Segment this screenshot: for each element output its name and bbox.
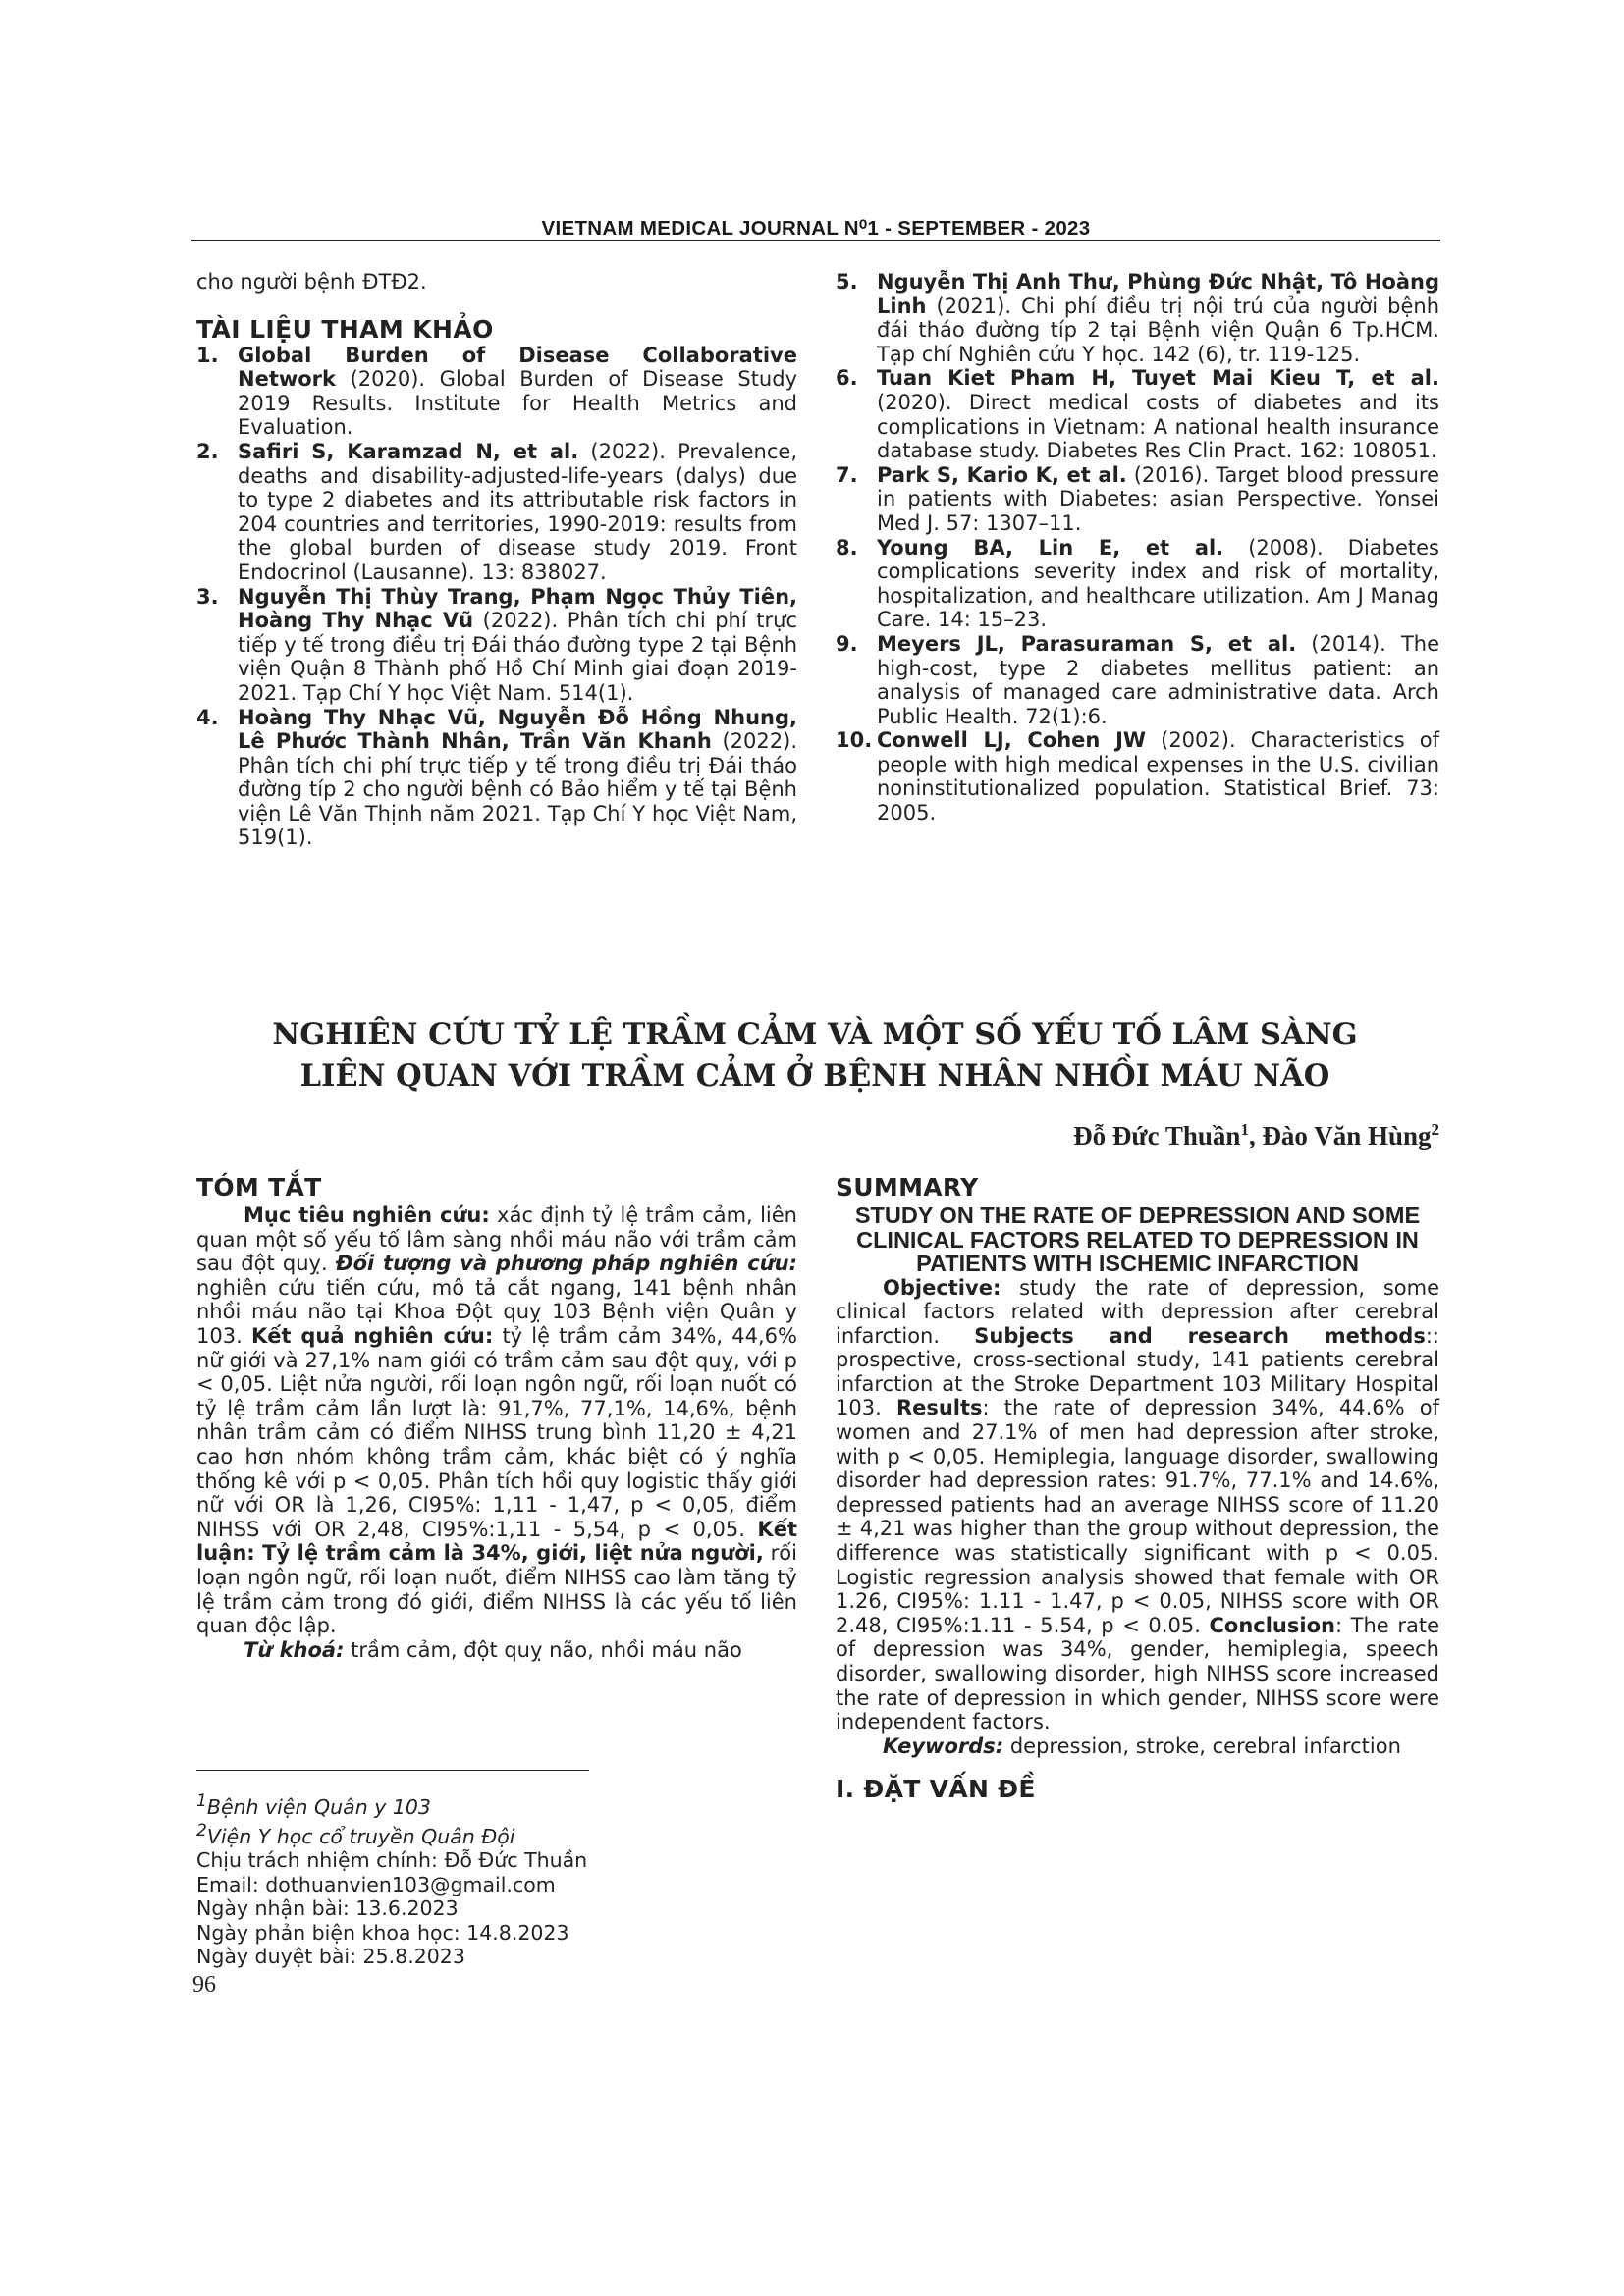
reference-text: (2002). Characteristics of people with high medical expenses in the U.S. civilian noninstitutionalized population. Statistical Brief. 73: 2005. [877,728,1439,826]
reference-item [196,344,797,440]
reference-number: 7. [836,462,858,487]
reference-number: 4. [196,705,219,729]
reference-number: 10. [836,728,873,753]
abstract-text: tỷ lệ trầm cảm 34%, 44,6% nữ giới và 27,1% nam giới có trầm cảm sau đột quỵ, với p < 0,05. Liệt nửa người, rối loạn ngôn ngữ, rối loạn nuốt có tỷ lệ trầm cảm lần lượt là: 91,7%, 77,1%, 14,6%, bệnh nhân trầm cảm có điểm NIHSS trung bình 11,20 ± 4,21 cao hơn nhóm không trầm cảm, khác biệt có ý nghĩa thống kê với p < 0,05. Phân tích hồi quy logistic thấy giới nữ với OR là 1,26, CI95%: 1,11 - 1,47, p < 0,05, điểm NIHSS với OR 2,48, CI95%:1,11 - 5,54, p < 0,05. [196,1323,797,1541]
reference-item [836,536,1439,632]
reference-text: (2022). Phân tích chi phí trực tiếp y tế trong điều trị Đái tháo đường type 2 tại Bệnh viện Quận 8 Thành phố Hồ Chí Minh giai đoạn 2019-2021. Tạp Chí Y học Việt Nam. 514(1). [238,609,797,705]
reference-text: (2020). Direct medical costs of diabetes and its complications in Vietnam: A national health insurance database study. Diabetes Res Clin Pract. 162: 108051. [877,390,1439,463]
reference-text: (2008). Diabetes complications severity index and risk of mortality, hospitalization, and healthcare utilization. Am J Manag Care. 14: 15–23. [877,535,1439,632]
reference-number: 8. [836,535,858,560]
keywords-text: trầm cảm, đột quỵ não, nhồi máu não [344,1637,742,1662]
reference-item [836,728,1439,825]
summary-keywords-line [836,1735,1439,1759]
footnote-rule [196,1770,589,1771]
reference-list-right [836,270,1439,826]
author-affiliation-mark: 1 [1240,1120,1249,1139]
section-heading-introduction: I. ĐẶT VẤN ĐỀ [836,1775,1036,1804]
summary-title: STUDY ON THE RATE OF DEPRESSION AND SOME CLINICAL FACTORS RELATED TO DEPRESSION IN PATIENTS WITH ISCHEMIC INFARCTION [854,1202,1421,1276]
reference-authors: Nguyễn Thị Anh Thư, Phùng Đức Nhật, Tô Hoàng Linh [877,270,1439,318]
summary-body [836,1276,1439,1735]
references-heading: TÀI LIỆU THAM KHẢO [196,314,494,344]
affiliation-text: Bệnh viện Quân y 103 [206,1794,431,1819]
article-title [196,1014,1434,1096]
responsible-author: Chịu trách nhiệm chính: Đỗ Đức Thuần [196,1848,588,1873]
summary-label: Objective: [883,1275,1001,1300]
reference-number: 2. [196,439,219,463]
summary-label: Conclusion [1209,1613,1335,1637]
reference-text: (2022). Phân tích chi phí trực tiếp y tế trong điều trị Đái tháo đường típ 2 cho người bệnh có Bảo hiểm y tế tại Bệnh viện Lê Văn Thịnh năm 2021. Tạp Chí Y học Việt Nam, 519(1). [238,729,797,850]
date-received: Ngày nhận bài: 13.6.2023 [196,1896,459,1921]
abstract-label: Mục tiêu nghiên cứu: [244,1203,490,1227]
reference-authors: Global Burden of Disease Collaborative Network [238,343,797,392]
reference-text: (2014). The high-cost, type 2 diabetes mellitus patient: an analysis of managed care administrative data. Arch Public Health. 72(1):6. [877,631,1439,728]
left-references-column [196,270,797,850]
author-affiliation-mark: 2 [1431,1120,1439,1139]
reference-item [196,585,797,706]
reference-item [836,463,1439,536]
footnotes [196,1789,746,1969]
abstract-text: rối loạn ngôn ngữ, rối loạn nuốt, điểm NIHSS cao làm tăng tỷ lệ trầm cảm trong đó giới, điểm NIHSS là các yếu tố liên quan độc lập. [196,1541,797,1638]
abstract-text: nghiên cứu tiến cứu, mô tả cắt ngang, 141 bệnh nhân nhồi máu não tại Khoa Đột quỵ 103 Bệnh viện Quân y 103. [196,1275,797,1348]
date-reviewed: Ngày phản biện khoa học: 14.8.2023 [196,1920,569,1945]
abstract-label: Đối tượng và phương pháp nghiên cứu: [335,1252,797,1276]
summary-text: : the rate of depression 34%, 44.6% of women and 27.1% of men had depression after stroke, with p < 0,05. Hemiplegia, language disorder, swallowing disorder had depression rates: 91.7%, 77.1% and 14.6%, depressed patients had an average NIHSS score of 11.20 ± 4,21 was higher than the group without depression, the difference was statistically significant with p < 0.05. Logistic regression analysis showed that female with OR 1.26, CI95%: 1.11 - 1.47, p < 0.05, NIHSS score with OR 2.48, CI95%:1.11 - 5.54, p < 0.05. [836,1396,1439,1637]
summary-text: : The rate of depression was 34%, gender, hemiplegia, speech disorder, swallowing disorder, high NIHSS score increased the rate of depression in which gender, NIHSS score were independent factors. [836,1613,1439,1735]
article-title-line: NGHIÊN CỨU TỶ LỆ TRẦM CẢM VÀ MỘT SỐ YẾU TỐ LÂM SÀNG [272,1017,1358,1052]
keywords-text: depression, stroke, cerebral infarction [1003,1734,1401,1758]
reference-authors: Tuan Kiet Pham H, Tuyet Mai Kieu T, et al. [877,366,1439,391]
article-authors [1073,1120,1439,1151]
reference-text: (2016). Target blood pressure in patients with Diabetes: asian Perspective. Yonsei Med J. 57: 1307–11. [877,462,1439,535]
abstract-text: xác định tỷ lệ trầm cảm, liên quan một số yếu tố lâm sàng nhồi máu não với trầm cảm sau đột quỵ. [196,1203,797,1276]
date-accepted: Ngày duyệt bài: 25.8.2023 [196,1945,465,1969]
reference-text: (2021). Chi phí điều trị nội trú của người bệnh đái tháo đường típ 2 tại Bệnh viện Quận 6 Tp.HCM. Tạp chí Nghiên cứu Y học. 142 (6), tr. 119-125. [877,294,1439,366]
reference-number: 6. [836,366,858,391]
reference-number: 5. [836,270,858,294]
affiliation-1: $^1$Bệnh viện Quân y 103 [196,1791,431,1819]
summary-text: :: prospective, cross-sectional study, 141 patients cerebral infarction at the Stroke Department 103 Military Hospital 103. [836,1323,1439,1420]
right-references-column [836,270,1439,826]
reference-authors: Park S, Kario K, et al. [877,462,1127,487]
reference-authors: Nguyễn Thị Thùy Trang, Phạm Ngọc Thủy Tiên, Hoàng Thy Nhạc Vũ [238,584,797,633]
article-title-line: LIÊN QUAN VỚI TRẦM CẢM Ở BỆNH NHÂN NHỒI MÁU NÃO [299,1058,1330,1094]
summary-label: Results [895,1396,983,1420]
reference-item [836,632,1439,728]
keywords-label: Keywords: [883,1734,1004,1758]
summary-label: Subjects and research methods [974,1323,1426,1348]
running-header: VIETNAM MEDICAL JOURNAL N⁰1 - SEPTEMBER - 2023 [541,217,1091,240]
reference-item [196,440,797,585]
continuation-text: cho người bệnh ĐTĐ2. [196,270,427,294]
abstract-body [196,1203,797,1638]
abstract-heading: TÓM TẮT [196,1173,322,1201]
affiliation-text: Viện Y học cổ truyền Quân Đội [206,1825,515,1849]
reference-item [836,366,1439,462]
affiliation-2: $^2$Viện Y học cổ truyền Quân Đội [196,1821,515,1849]
author-name: Đỗ Đức Thuần [1073,1121,1241,1150]
reference-authors: Safiri S, Karamzad N, et al. [238,439,579,463]
reference-authors: Conwell LJ, Cohen JW [877,728,1147,753]
reference-authors: Young BA, Lin E, et al. [877,535,1224,560]
page-number: 96 [192,1972,216,1998]
reference-item [196,706,797,851]
abstract-vietnamese [196,1174,797,1662]
reference-number: 1. [196,343,219,367]
reference-number: 9. [836,631,858,656]
reference-text: (2022). Prevalence, deaths and disability-adjusted-life-years (dalys) due to type 2 diabetes and its attributable risk factors in 204 countries and territories, 1990-2019: results from the global burden of disease study 2019. Front Endocrinol (Lausanne). 13: 838027. [238,439,797,584]
reference-list-left [196,344,797,850]
author-name: Đào Văn Hùng [1262,1121,1432,1150]
summary-text: study the rate of depression, some clinical factors related with depression after cerebral infarction. [836,1275,1439,1348]
email: Email: dothuanvien103@gmail.com [196,1872,556,1896]
summary-heading: SUMMARY [836,1173,979,1201]
abstract-english [836,1174,1439,1803]
reference-authors: Meyers JL, Parasuraman S, et al. [877,631,1297,656]
reference-authors: Hoàng Thy Nhạc Vũ, Nguyễn Đỗ Hồng Nhung, Lê Phước Thành Nhân, Trần Văn Khanh [238,705,797,754]
header-rule [191,240,1440,241]
keywords-line [196,1638,797,1663]
abstract-label: Kết luận: Tỷ lệ trầm cảm là 34%, giới, liệt nửa người, [196,1517,797,1566]
author-separator: , [1248,1121,1263,1150]
reference-text: (2020). Global Burden of Disease Study 2019 Results. Institute for Health Metrics and Evaluation. [238,367,797,440]
reference-item [836,270,1439,366]
abstract-label: Kết quả nghiên cứu: [250,1323,494,1348]
keywords-label: Từ khoá: [244,1637,345,1662]
reference-number: 3. [196,584,219,609]
